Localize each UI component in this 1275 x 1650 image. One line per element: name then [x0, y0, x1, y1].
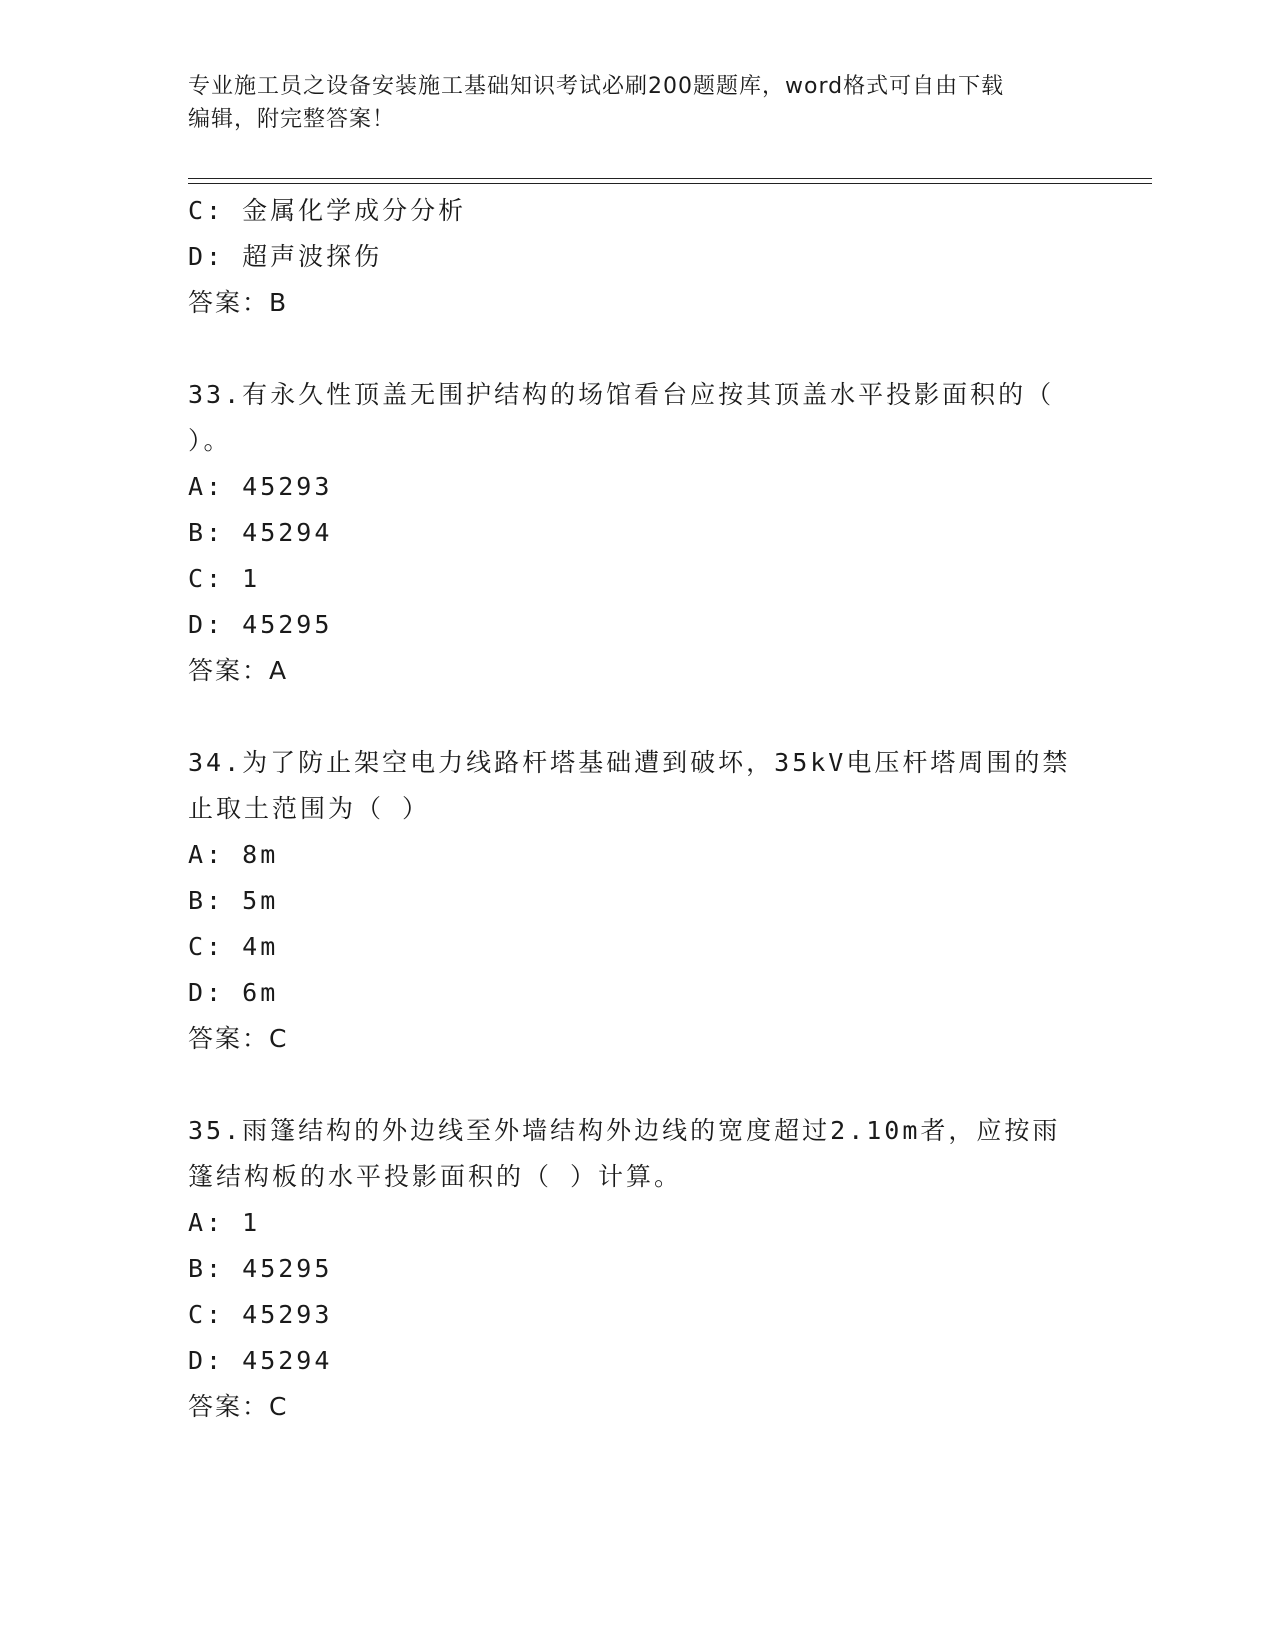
option-c: C: 金属化学成分分析	[188, 196, 467, 225]
question-text-line-2: 止取土范围为（ ）	[188, 794, 431, 823]
spacer	[188, 694, 1088, 740]
header-rule-bottom	[188, 183, 1152, 184]
question-text-line-1: 35.雨篷结构的外边线至外墙结构外边线的宽度超过2.10m者，应按雨	[188, 1116, 1061, 1145]
header-rule-top	[188, 178, 1152, 179]
answer-line: 答案：C	[188, 1392, 289, 1421]
option-d: D: 超声波探伤	[188, 242, 383, 271]
question-text-line-2: 篷结构板的水平投影面积的（ ）计算。	[188, 1162, 683, 1191]
option-a: A: 45293	[188, 472, 333, 501]
answer-line: 答案：C	[188, 1024, 289, 1053]
question-text-line-2: ）。	[188, 426, 232, 455]
document-header	[188, 70, 1088, 136]
question-continued	[188, 188, 1088, 326]
answer-line: 答案：B	[188, 288, 289, 317]
option-b: B: 5m	[188, 886, 279, 915]
question-33	[188, 372, 1088, 694]
option-b: B: 45295	[188, 1254, 333, 1283]
question-35	[188, 1108, 1088, 1430]
option-a: A: 8m	[188, 840, 279, 869]
option-c: C: 45293	[188, 1300, 333, 1329]
spacer	[188, 326, 1088, 372]
question-34	[188, 740, 1088, 1062]
option-d: D: 45294	[188, 1346, 333, 1375]
question-text-line-1: 33.有永久性顶盖无围护结构的场馆看台应按其顶盖水平投影面积的（	[188, 380, 1055, 409]
option-c: C: 1	[188, 564, 261, 593]
answer-line: 答案：A	[188, 656, 289, 685]
option-b: B: 45294	[188, 518, 333, 547]
option-d: D: 6m	[188, 978, 279, 1007]
header-title-line-2: 编辑，附完整答案！	[188, 107, 396, 132]
option-a: A: 1	[188, 1208, 261, 1237]
option-c: C: 4m	[188, 932, 279, 961]
header-title-line-1: 专业施工员之设备安装施工基础知识考试必刷200题题库，word格式可自由下载	[188, 74, 1005, 99]
document-body	[188, 188, 1088, 1430]
question-text-line-1: 34.为了防止架空电力线路杆塔基础遭到破坏，35kV电压杆塔周围的禁	[188, 748, 1071, 777]
spacer	[188, 1062, 1088, 1108]
option-d: D: 45295	[188, 610, 333, 639]
